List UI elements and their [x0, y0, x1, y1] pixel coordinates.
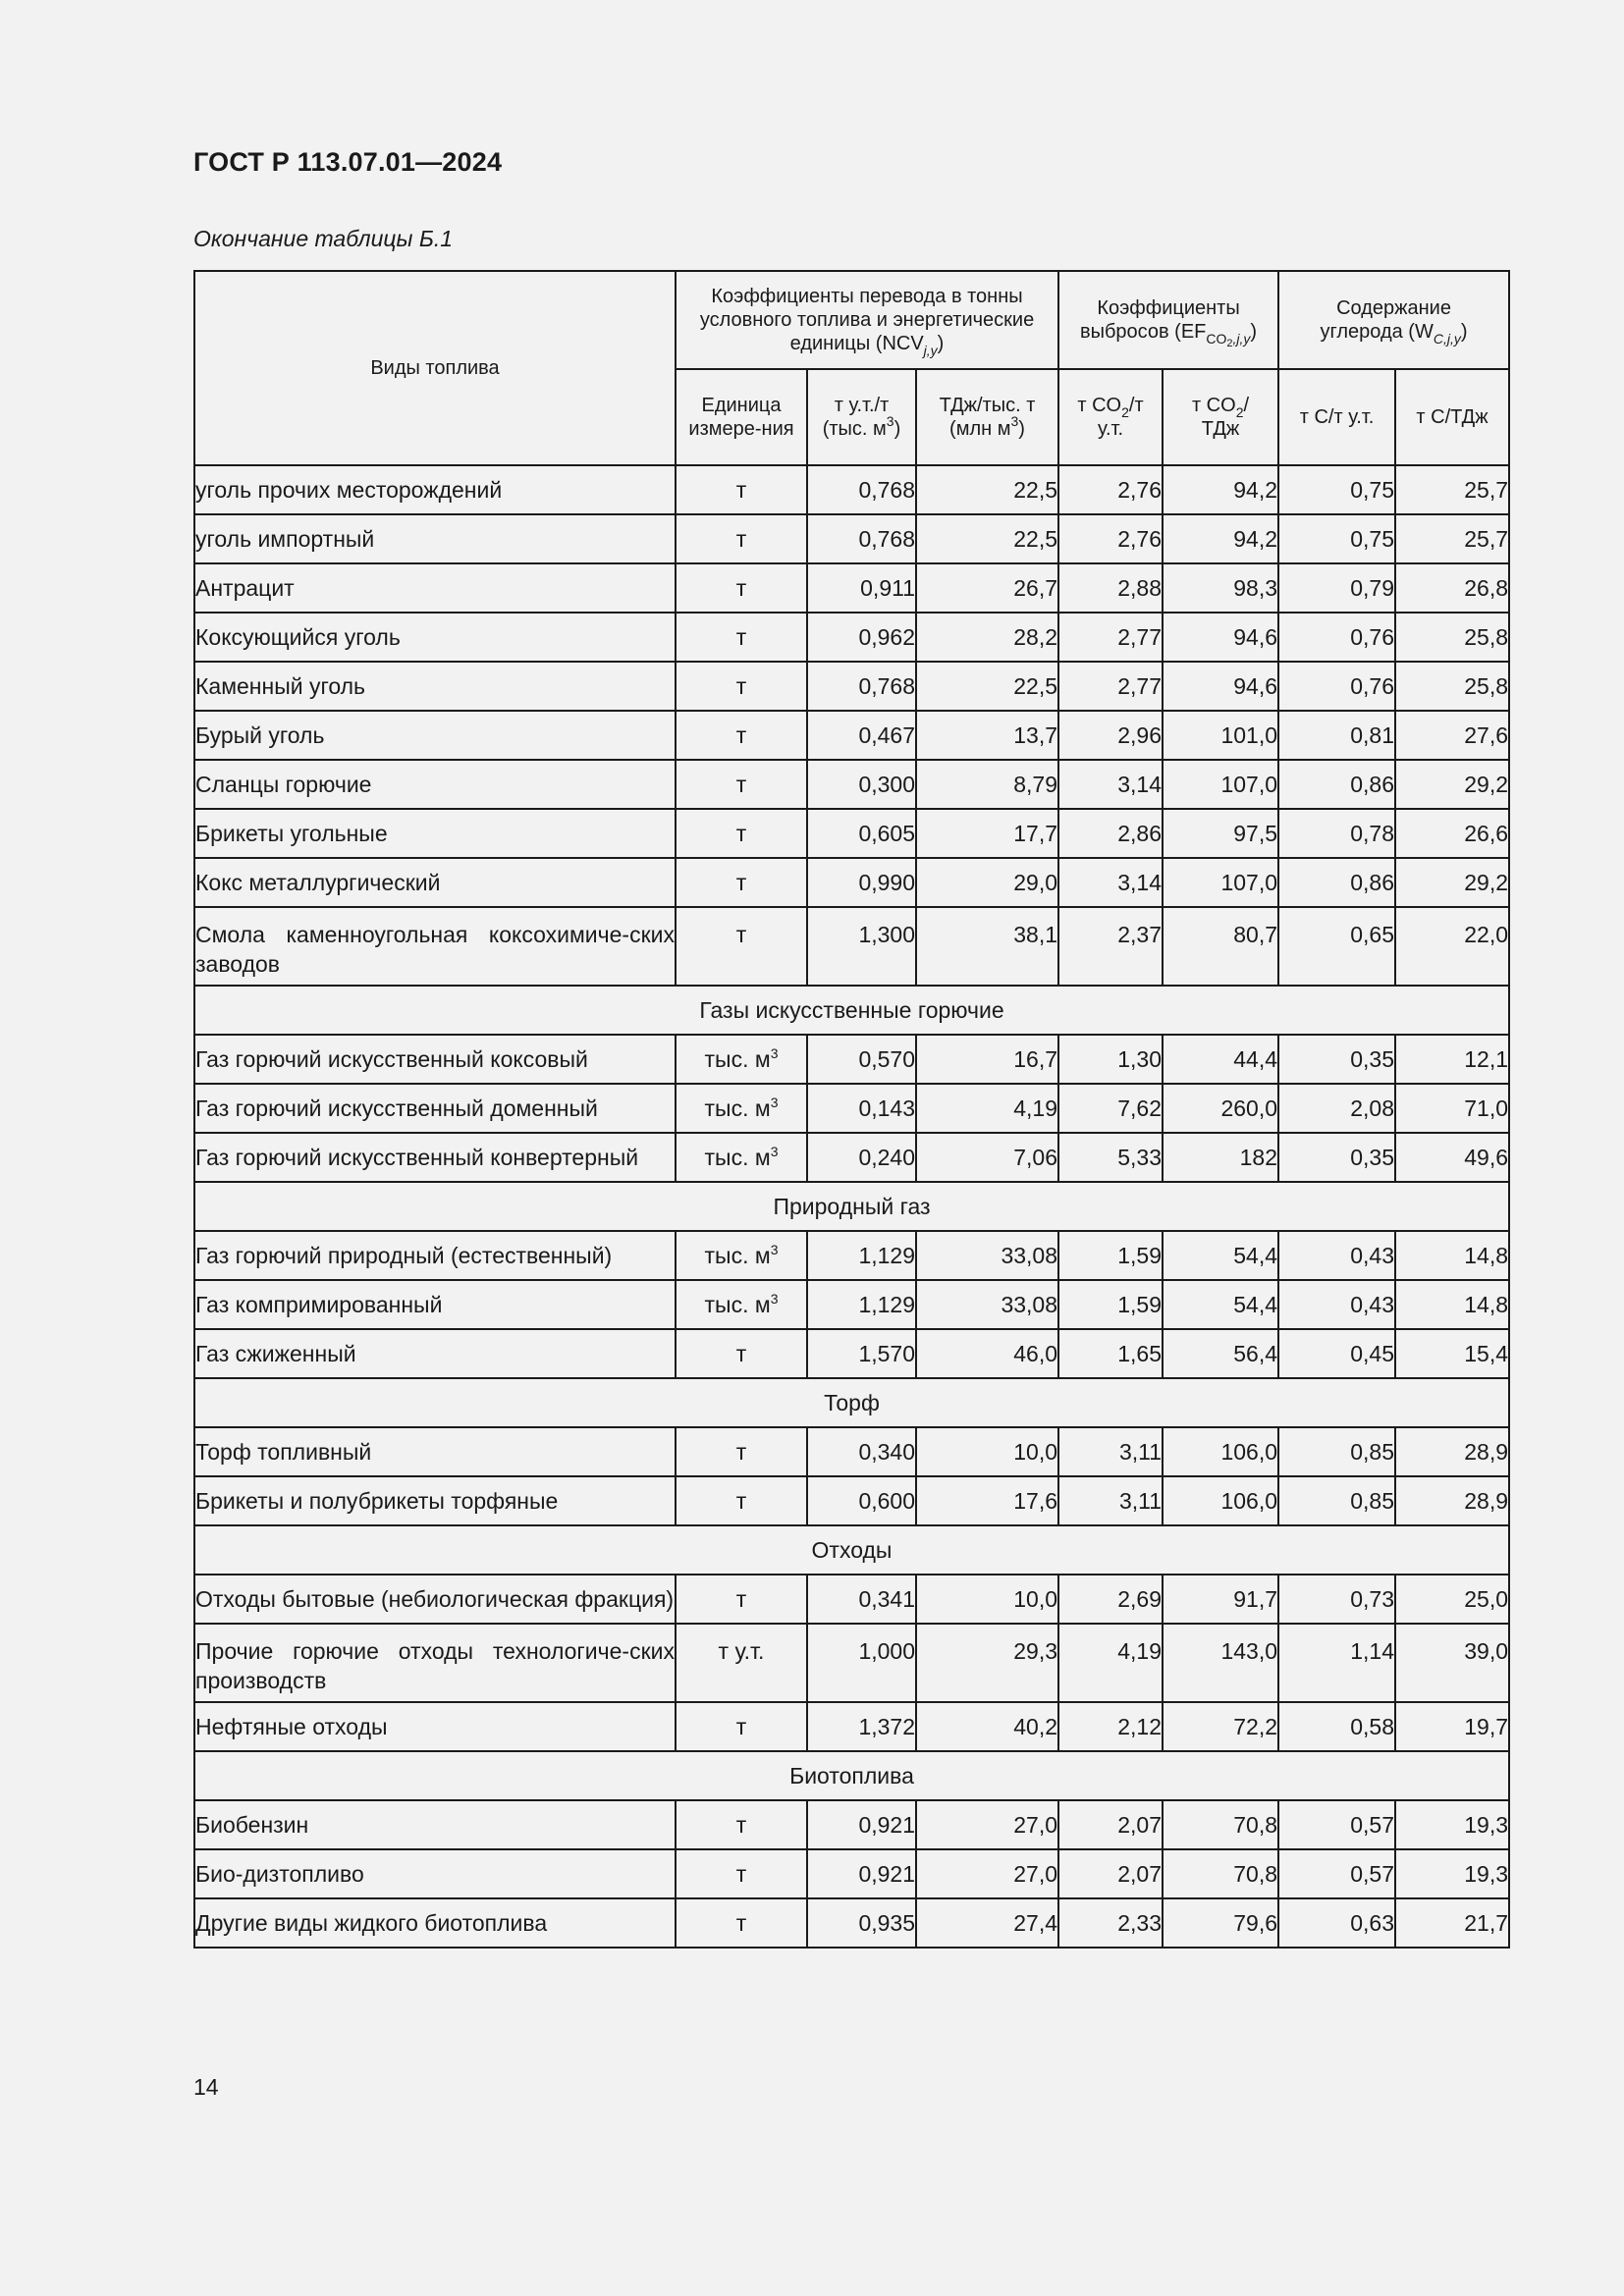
page-number: 14	[193, 2074, 219, 2100]
header-wc-subscript: C,j,y	[1433, 331, 1461, 347]
value-cell: 19,7	[1395, 1702, 1509, 1751]
table-row	[194, 858, 1509, 907]
value-cell: 0,63	[1278, 1898, 1395, 1948]
value-cell: 2,88	[1058, 563, 1163, 613]
unit-superscript: 3	[770, 1143, 779, 1159]
unit-cell	[676, 1084, 807, 1133]
value-cell: 2,07	[1058, 1800, 1163, 1849]
value-cell: 3,14	[1058, 858, 1163, 907]
value-cell: 3,14	[1058, 760, 1163, 809]
unit-cell	[676, 465, 807, 514]
unit-cell	[676, 1231, 807, 1280]
value-cell: 0,85	[1278, 1476, 1395, 1525]
value-cell: 143,0	[1163, 1624, 1278, 1702]
table-row	[194, 1035, 1509, 1084]
value-cell: 0,86	[1278, 858, 1395, 907]
value-cell: 107,0	[1163, 858, 1278, 907]
header-ef-sub-sub: 2	[1226, 338, 1233, 349]
value-cell: 4,19	[1058, 1624, 1163, 1702]
fuel-name-cell: Газ горючий природный (естественный)	[194, 1231, 676, 1280]
unit-cell	[676, 809, 807, 858]
header-ef-text: Коэффициенты выбросов (EF	[1079, 297, 1240, 343]
unit-text: т	[735, 672, 747, 699]
value-cell: 26,8	[1395, 563, 1509, 613]
value-cell: 101,0	[1163, 711, 1278, 760]
unit-text: т	[735, 1340, 747, 1366]
value-cell: 2,08	[1278, 1084, 1395, 1133]
header-co2-per-tj	[1163, 369, 1278, 465]
value-cell: 80,7	[1163, 907, 1278, 986]
value-cell: 33,08	[916, 1280, 1058, 1329]
value-cell: 107,0	[1163, 760, 1278, 809]
unit-cell	[676, 563, 807, 613]
fuel-name-cell: Биобензин	[194, 1800, 676, 1849]
fuel-name-cell: Смола каменноугольная коксохимиче-ских заводов	[194, 907, 676, 986]
table-row	[194, 514, 1509, 563]
value-cell: 12,1	[1395, 1035, 1509, 1084]
unit-cell	[676, 1133, 807, 1182]
header-wc-close: )	[1460, 321, 1468, 343]
header-tut-per-t	[807, 369, 916, 465]
value-cell: 38,1	[916, 907, 1058, 986]
table-row	[194, 1624, 1509, 1702]
value-cell: 2,77	[1058, 662, 1163, 711]
value-cell: 7,06	[916, 1133, 1058, 1182]
value-cell: 25,8	[1395, 662, 1509, 711]
value-cell: 94,6	[1163, 662, 1278, 711]
value-cell: 0,76	[1278, 613, 1395, 662]
header-ef-sub-main: CO	[1206, 331, 1227, 347]
value-cell: 4,19	[916, 1084, 1058, 1133]
header-ef-group	[1058, 271, 1278, 369]
unit-text: тыс. м	[704, 1242, 771, 1268]
unit-cell	[676, 1427, 807, 1476]
value-cell: 1,65	[1058, 1329, 1163, 1378]
value-cell: 0,57	[1278, 1849, 1395, 1898]
value-cell: 2,69	[1058, 1575, 1163, 1624]
value-cell: 2,07	[1058, 1849, 1163, 1898]
value-cell: 15,4	[1395, 1329, 1509, 1378]
value-cell: 2,12	[1058, 1702, 1163, 1751]
header-ef-sub-tail: ,j,y	[1232, 331, 1251, 347]
header-co2-tut-sub: 2	[1121, 404, 1129, 420]
unit-text: тыс. м	[704, 1291, 771, 1317]
value-cell: 0,43	[1278, 1280, 1395, 1329]
value-cell: 25,7	[1395, 514, 1509, 563]
value-cell: 25,8	[1395, 613, 1509, 662]
value-cell: 2,76	[1058, 514, 1163, 563]
value-cell: 94,6	[1163, 613, 1278, 662]
value-cell: 0,911	[807, 563, 916, 613]
header-tut-a: т у.т./т	[834, 395, 890, 416]
value-cell: 0,43	[1278, 1231, 1395, 1280]
section-artificial-gases: Газы искусственные горючие	[194, 986, 1509, 1035]
value-cell: 0,600	[807, 1476, 916, 1525]
section-waste: Отходы	[194, 1525, 1509, 1575]
value-cell: 17,7	[916, 809, 1058, 858]
unit-text: тыс. м	[704, 1144, 771, 1170]
value-cell: 0,300	[807, 760, 916, 809]
unit-cell	[676, 1280, 807, 1329]
value-cell: 44,4	[1163, 1035, 1278, 1084]
fuel-name-cell: Нефтяные отходы	[194, 1702, 676, 1751]
fuel-name-cell: Каменный уголь	[194, 662, 676, 711]
unit-cell	[676, 907, 807, 986]
table-row	[194, 1800, 1509, 1849]
value-cell: 106,0	[1163, 1427, 1278, 1476]
value-cell: 54,4	[1163, 1280, 1278, 1329]
value-cell: 0,73	[1278, 1575, 1395, 1624]
value-cell: 182	[1163, 1133, 1278, 1182]
value-cell: 29,2	[1395, 858, 1509, 907]
value-cell: 71,0	[1395, 1084, 1509, 1133]
value-cell: 22,5	[916, 514, 1058, 563]
fuel-name-cell: Кокс металлургический	[194, 858, 676, 907]
value-cell: 1,372	[807, 1702, 916, 1751]
unit-cell	[676, 1476, 807, 1525]
fuel-name-cell: Торф топливный	[194, 1427, 676, 1476]
fuel-name-cell: Антрацит	[194, 563, 676, 613]
section-row	[194, 986, 1509, 1035]
value-cell: 0,81	[1278, 711, 1395, 760]
unit-cell	[676, 1035, 807, 1084]
fuel-name-cell: уголь импортный	[194, 514, 676, 563]
value-cell: 16,7	[916, 1035, 1058, 1084]
section-row	[194, 1378, 1509, 1427]
unit-text: т	[735, 476, 747, 503]
header-c-per-tut: т С/т у.т.	[1278, 369, 1395, 465]
unit-cell	[676, 514, 807, 563]
header-tut-b: (тыс. м	[822, 418, 887, 440]
value-cell: 14,8	[1395, 1231, 1509, 1280]
value-cell: 0,75	[1278, 514, 1395, 563]
value-cell: 3,11	[1058, 1427, 1163, 1476]
header-ef-close: )	[1250, 321, 1258, 343]
value-cell: 1,59	[1058, 1280, 1163, 1329]
table-row	[194, 465, 1509, 514]
value-cell: 2,86	[1058, 809, 1163, 858]
header-ncv-text: Коэффициенты перевода в тонны условного топлива и энергетические единицы (NCV	[699, 286, 1035, 354]
table-row	[194, 662, 1509, 711]
unit-text: т	[735, 525, 747, 552]
unit-text: т	[735, 1713, 747, 1739]
value-cell: 46,0	[916, 1329, 1058, 1378]
value-cell: 2,76	[1058, 465, 1163, 514]
unit-superscript: 3	[770, 1044, 779, 1061]
value-cell: 40,2	[916, 1702, 1058, 1751]
value-cell: 0,921	[807, 1849, 916, 1898]
value-cell: 22,5	[916, 662, 1058, 711]
table-row	[194, 1849, 1509, 1898]
value-cell: 22,5	[916, 465, 1058, 514]
value-cell: 72,2	[1163, 1702, 1278, 1751]
value-cell: 2,77	[1058, 613, 1163, 662]
value-cell: 28,9	[1395, 1427, 1509, 1476]
table-row	[194, 1476, 1509, 1525]
table-row	[194, 760, 1509, 809]
value-cell: 0,76	[1278, 662, 1395, 711]
unit-text: т	[735, 922, 747, 947]
value-cell: 1,000	[807, 1624, 916, 1702]
fuel-name-cell: Газ сжиженный	[194, 1329, 676, 1378]
header-tj-per-kt	[916, 369, 1058, 465]
value-cell: 70,8	[1163, 1800, 1278, 1849]
value-cell: 0,79	[1278, 563, 1395, 613]
value-cell: 1,129	[807, 1280, 916, 1329]
value-cell: 98,3	[1163, 563, 1278, 613]
value-cell: 25,7	[1395, 465, 1509, 514]
value-cell: 29,3	[916, 1624, 1058, 1702]
unit-cell	[676, 1575, 807, 1624]
table-row	[194, 1702, 1509, 1751]
unit-text: тыс. м	[704, 1095, 771, 1121]
table-row	[194, 613, 1509, 662]
unit-text: т	[735, 771, 747, 797]
value-cell: 0,935	[807, 1898, 916, 1948]
header-ncv-close: )	[937, 333, 945, 354]
section-peat: Торф	[194, 1378, 1509, 1427]
header-tut-sup: 3	[886, 413, 894, 429]
value-cell: 0,75	[1278, 465, 1395, 514]
value-cell: 94,2	[1163, 514, 1278, 563]
section-natural-gas: Природный газ	[194, 1182, 1509, 1231]
value-cell: 260,0	[1163, 1084, 1278, 1133]
value-cell: 70,8	[1163, 1849, 1278, 1898]
value-cell: 0,78	[1278, 809, 1395, 858]
value-cell: 22,0	[1395, 907, 1509, 986]
value-cell: 1,59	[1058, 1231, 1163, 1280]
value-cell: 0,341	[807, 1575, 916, 1624]
value-cell: 21,7	[1395, 1898, 1509, 1948]
header-co2-tut-b: /т у.т.	[1097, 395, 1144, 440]
fuel-coefficients-table	[193, 270, 1510, 1949]
value-cell: 0,65	[1278, 907, 1395, 986]
value-cell: 0,605	[807, 809, 916, 858]
value-cell: 1,30	[1058, 1035, 1163, 1084]
value-cell: 10,0	[916, 1575, 1058, 1624]
value-cell: 0,570	[807, 1035, 916, 1084]
value-cell: 0,86	[1278, 760, 1395, 809]
unit-text: т	[735, 574, 747, 601]
value-cell: 19,3	[1395, 1849, 1509, 1898]
value-cell: 0,143	[807, 1084, 916, 1133]
table-row	[194, 711, 1509, 760]
value-cell: 28,2	[916, 613, 1058, 662]
table-row	[194, 1084, 1509, 1133]
unit-text: т	[735, 1860, 747, 1887]
header-tut-close: )	[893, 418, 901, 440]
unit-superscript: 3	[770, 1241, 779, 1257]
value-cell: 0,921	[807, 1800, 916, 1849]
header-co2-tj-a: т CO	[1191, 395, 1236, 416]
header-ncv-group	[676, 271, 1058, 369]
value-cell: 54,4	[1163, 1231, 1278, 1280]
value-cell: 0,240	[807, 1133, 916, 1182]
value-cell: 17,6	[916, 1476, 1058, 1525]
value-cell: 1,300	[807, 907, 916, 986]
table-row	[194, 1898, 1509, 1948]
fuel-name-cell: Газ горючий искусственный конвертерный	[194, 1133, 676, 1182]
value-cell: 0,962	[807, 613, 916, 662]
value-cell: 0,768	[807, 514, 916, 563]
value-cell: 5,33	[1058, 1133, 1163, 1182]
fuel-name-cell: Прочие горючие отходы технологиче-ских производств	[194, 1624, 676, 1702]
fuel-name-cell: Коксующийся уголь	[194, 613, 676, 662]
unit-text: т у.т.	[718, 1638, 765, 1664]
unit-text: т	[735, 1909, 747, 1936]
section-row	[194, 1751, 1509, 1800]
fuel-name-cell: Газ горючий искусственный доменный	[194, 1084, 676, 1133]
unit-cell	[676, 1702, 807, 1751]
unit-text: т	[735, 1811, 747, 1838]
header-c-per-tj: т С/ТДж	[1395, 369, 1509, 465]
unit-cell	[676, 613, 807, 662]
value-cell: 0,35	[1278, 1133, 1395, 1182]
value-cell: 10,0	[916, 1427, 1058, 1476]
value-cell: 0,340	[807, 1427, 916, 1476]
unit-cell	[676, 711, 807, 760]
value-cell: 0,85	[1278, 1427, 1395, 1476]
unit-cell	[676, 760, 807, 809]
value-cell: 0,35	[1278, 1035, 1395, 1084]
unit-text: т	[735, 623, 747, 650]
unit-text: т	[735, 721, 747, 748]
value-cell: 27,0	[916, 1849, 1058, 1898]
value-cell: 7,62	[1058, 1084, 1163, 1133]
fuel-name-cell: Сланцы горючие	[194, 760, 676, 809]
value-cell: 27,4	[916, 1898, 1058, 1948]
value-cell: 97,5	[1163, 809, 1278, 858]
unit-text: т	[735, 1438, 747, 1465]
table-row	[194, 1133, 1509, 1182]
value-cell: 0,990	[807, 858, 916, 907]
table-row	[194, 1280, 1509, 1329]
value-cell: 33,08	[916, 1231, 1058, 1280]
section-row	[194, 1525, 1509, 1575]
unit-text: т	[735, 1585, 747, 1612]
header-co2-tj-sub: 2	[1235, 404, 1244, 420]
unit-cell	[676, 1898, 807, 1948]
fuel-name-cell: Брикеты и полубрикеты торфяные	[194, 1476, 676, 1525]
value-cell: 29,2	[1395, 760, 1509, 809]
header-co2-per-tut	[1058, 369, 1163, 465]
header-tj-b: (млн м	[949, 418, 1011, 440]
header-co2-tj-b: / ТДж	[1201, 395, 1250, 440]
section-row	[194, 1182, 1509, 1231]
unit-cell	[676, 1329, 807, 1378]
unit-superscript: 3	[770, 1290, 779, 1307]
value-cell: 28,9	[1395, 1476, 1509, 1525]
value-cell: 0,467	[807, 711, 916, 760]
fuel-name-cell: Газ горючий искусственный коксовый	[194, 1035, 676, 1084]
table-row	[194, 907, 1509, 986]
unit-text: т	[735, 820, 747, 846]
header-tj-sup: 3	[1010, 413, 1019, 429]
table-row	[194, 1231, 1509, 1280]
header-tj-a: ТДж/тыс. т	[939, 395, 1036, 416]
header-wc-text: Содержание углерода (W	[1320, 297, 1451, 343]
unit-superscript: 3	[770, 1094, 779, 1110]
unit-cell	[676, 1624, 807, 1702]
value-cell: 27,6	[1395, 711, 1509, 760]
unit-text: т	[735, 1487, 747, 1514]
fuel-name-cell: Другие виды жидкого биотоплива	[194, 1898, 676, 1948]
header-co2-tut-a: т CO	[1077, 395, 1122, 416]
value-cell: 2,37	[1058, 907, 1163, 986]
header-wc-group	[1278, 271, 1509, 369]
value-cell: 1,14	[1278, 1624, 1395, 1702]
value-cell: 94,2	[1163, 465, 1278, 514]
table-row	[194, 1329, 1509, 1378]
header-fuel-types: Виды топлива	[194, 271, 676, 465]
value-cell: 79,6	[1163, 1898, 1278, 1948]
table-row	[194, 563, 1509, 613]
table-row	[194, 1575, 1509, 1624]
fuel-name-cell: Газ компримированный	[194, 1280, 676, 1329]
unit-cell	[676, 858, 807, 907]
header-tj-close: )	[1018, 418, 1025, 440]
document-code: ГОСТ Р 113.07.01—2024	[193, 147, 503, 177]
section-biofuels: Биотоплива	[194, 1751, 1509, 1800]
value-cell: 0,58	[1278, 1702, 1395, 1751]
value-cell: 26,7	[916, 563, 1058, 613]
value-cell: 0,768	[807, 662, 916, 711]
fuel-name-cell: Бурый уголь	[194, 711, 676, 760]
value-cell: 39,0	[1395, 1624, 1509, 1702]
value-cell: 29,0	[916, 858, 1058, 907]
fuel-name-cell: уголь прочих месторождений	[194, 465, 676, 514]
value-cell: 106,0	[1163, 1476, 1278, 1525]
value-cell: 8,79	[916, 760, 1058, 809]
value-cell: 0,57	[1278, 1800, 1395, 1849]
table-row	[194, 1427, 1509, 1476]
value-cell: 2,33	[1058, 1898, 1163, 1948]
fuel-name-cell: Брикеты угольные	[194, 809, 676, 858]
unit-cell	[676, 662, 807, 711]
unit-cell	[676, 1849, 807, 1898]
value-cell: 49,6	[1395, 1133, 1509, 1182]
header-unit: Единица измере-ния	[676, 369, 807, 465]
value-cell: 26,6	[1395, 809, 1509, 858]
unit-text: т	[735, 869, 747, 895]
value-cell: 0,45	[1278, 1329, 1395, 1378]
fuel-name-cell: Отходы бытовые (небиологическая фракция)	[194, 1575, 676, 1624]
value-cell: 25,0	[1395, 1575, 1509, 1624]
value-cell: 0,768	[807, 465, 916, 514]
value-cell: 1,570	[807, 1329, 916, 1378]
value-cell: 27,0	[916, 1800, 1058, 1849]
unit-text: тыс. м	[704, 1045, 771, 1072]
value-cell: 91,7	[1163, 1575, 1278, 1624]
fuel-name-cell: Био-дизтопливо	[194, 1849, 676, 1898]
value-cell: 2,96	[1058, 711, 1163, 760]
unit-cell	[676, 1800, 807, 1849]
value-cell: 19,3	[1395, 1800, 1509, 1849]
value-cell: 56,4	[1163, 1329, 1278, 1378]
value-cell: 3,11	[1058, 1476, 1163, 1525]
table-caption: Окончание таблицы Б.1	[193, 226, 454, 251]
value-cell: 1,129	[807, 1231, 916, 1280]
value-cell: 14,8	[1395, 1280, 1509, 1329]
header-ncv-subscript: j,y	[923, 343, 938, 358]
table-row	[194, 809, 1509, 858]
value-cell: 13,7	[916, 711, 1058, 760]
